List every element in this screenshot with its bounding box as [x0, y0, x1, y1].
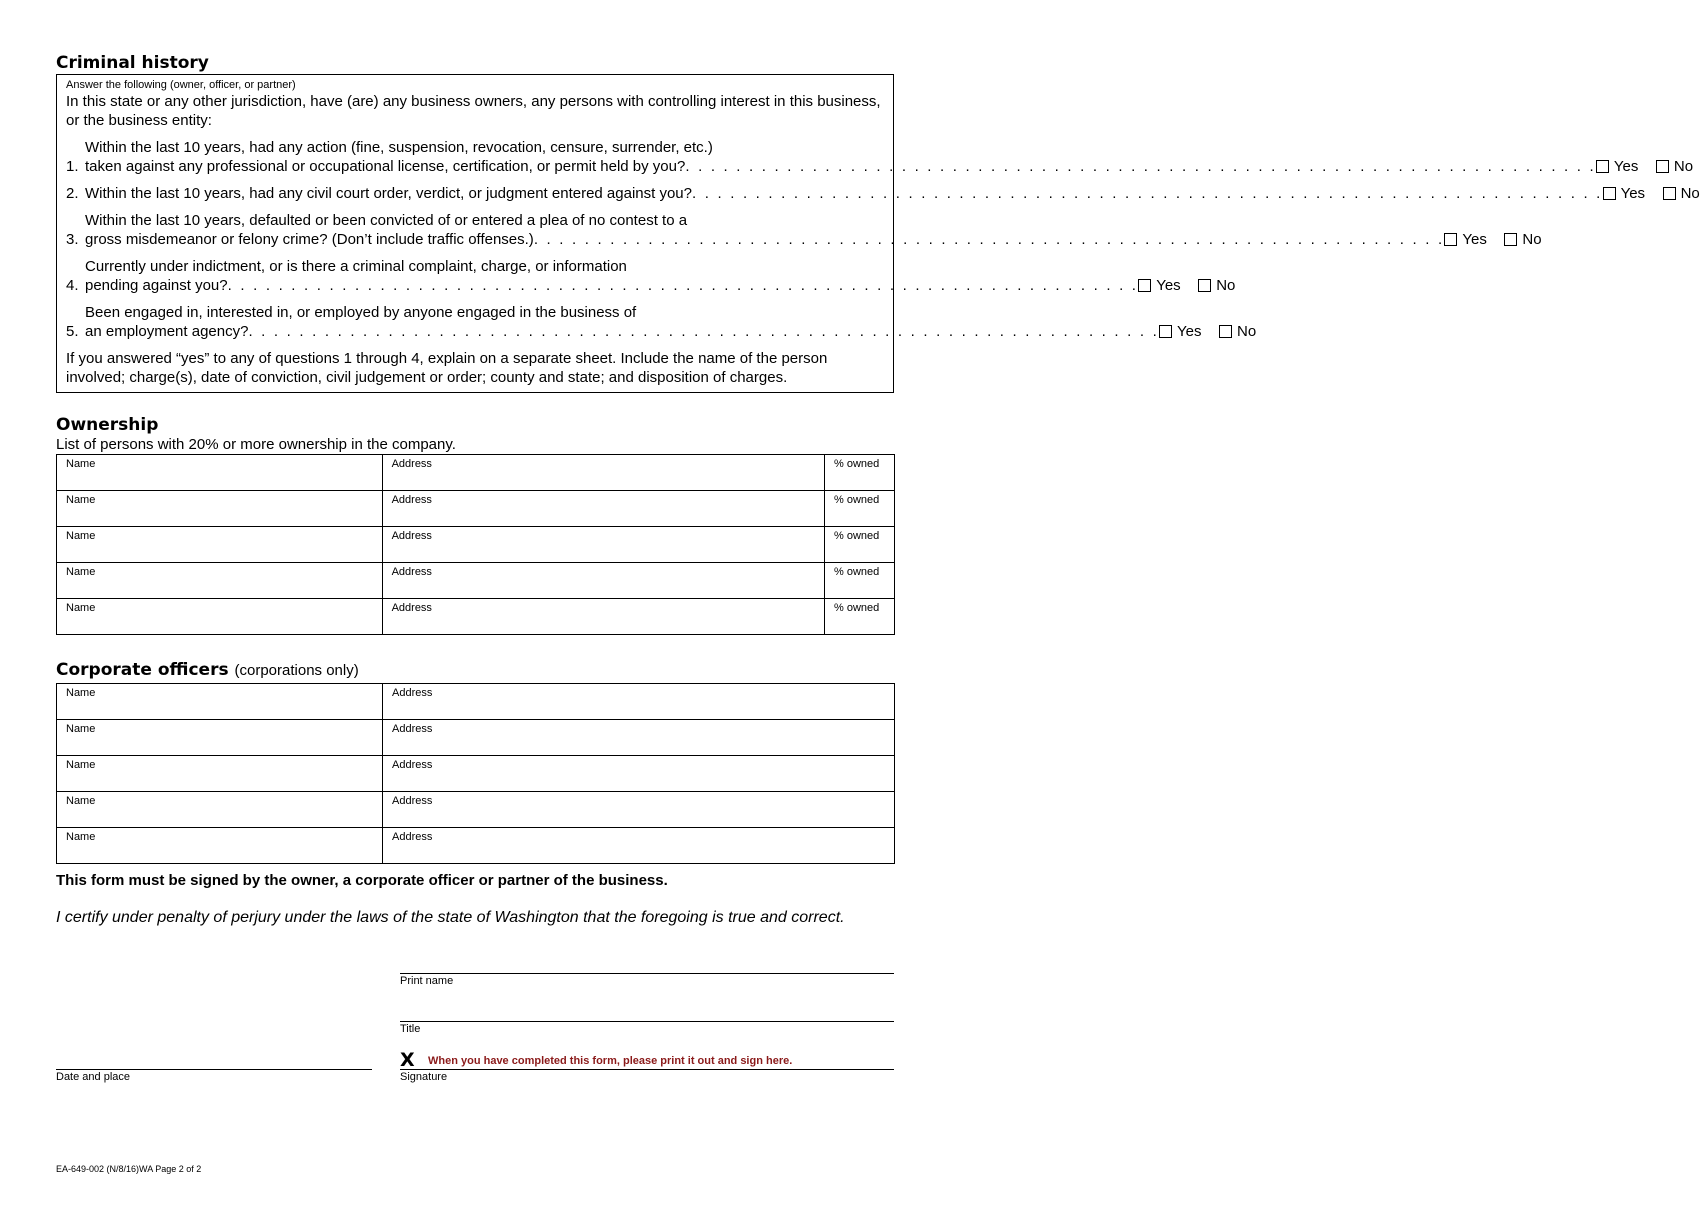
question-line2: Within the last 10 years, had any civil court order, verdict, or judgment entered against you?	[85, 185, 692, 202]
ownership-row	[57, 527, 895, 563]
percent-owned-label: % owned	[834, 458, 880, 470]
question-text	[85, 184, 1603, 203]
question-5	[66, 303, 1257, 341]
title-label: Title	[400, 1023, 421, 1035]
yes-option[interactable]	[1159, 322, 1219, 341]
footer-form-id: EA-649-002 (N/8/16)WA Page 2 of 2	[56, 1164, 202, 1174]
print-name-field[interactable]	[400, 973, 894, 987]
officer-address-cell[interactable]	[383, 684, 895, 720]
yes-label: Yes	[1613, 158, 1639, 175]
ownership-subtitle: List of persons with 20% or more ownership in the company.	[56, 436, 456, 453]
no-checkbox[interactable]	[1504, 233, 1517, 246]
percent-owned-label: % owned	[834, 566, 880, 578]
question-number: 2.	[66, 185, 79, 202]
name-label: Name	[66, 602, 96, 614]
signature-x-mark: X	[400, 1049, 415, 1071]
question-4	[66, 257, 1236, 295]
no-option[interactable]	[1663, 184, 1700, 203]
owner-percent-cell[interactable]	[825, 455, 895, 491]
question-line2: pending against you?	[85, 277, 228, 294]
address-label: Address	[392, 759, 433, 771]
no-option[interactable]	[1198, 276, 1235, 295]
yes-label: Yes	[1620, 185, 1646, 202]
question-number: 4.	[66, 277, 79, 294]
officer-name-cell[interactable]	[57, 828, 383, 864]
explain-note: If you answered “yes” to any of questions 1 through 4, explain on a separate sheet. Include the name of the person involved; charge(s), date of conviction, civil judgement or order; county and state; and disposition of charges.	[66, 350, 828, 386]
yes-no-group	[1596, 157, 1693, 176]
name-label: Name	[66, 795, 96, 807]
form-page	[56, 52, 1700, 927]
no-label: No	[1680, 185, 1700, 202]
officer-row	[57, 756, 895, 792]
question-line2: taken against any professional or occupational license, certification, or permit held by you?	[85, 158, 686, 175]
officer-address-cell[interactable]	[383, 756, 895, 792]
name-label: Name	[66, 831, 96, 843]
owner-address-cell[interactable]	[382, 491, 824, 527]
ownership-table	[56, 454, 895, 635]
officer-address-cell[interactable]	[383, 792, 895, 828]
no-option[interactable]	[1656, 157, 1693, 176]
owner-percent-cell[interactable]	[825, 491, 895, 527]
name-label: Name	[66, 530, 96, 542]
owner-address-cell[interactable]	[382, 599, 824, 635]
percent-owned-label: % owned	[834, 530, 880, 542]
officers-title-suffix: (corporations only)	[234, 662, 359, 679]
ownership-row	[57, 491, 895, 527]
title-field[interactable]	[400, 1021, 894, 1035]
yes-checkbox[interactable]	[1138, 279, 1151, 292]
question-line1: Within the last 10 years, defaulted or been convicted of or entered a plea of no contest to a	[85, 212, 688, 229]
criminal-intro: In this state or any other jurisdiction, have (are) any business owners, any persons with controlling interest in this business, or the business entity:	[66, 93, 881, 129]
owner-address-cell[interactable]	[382, 527, 824, 563]
question-text	[85, 303, 1159, 341]
owner-address-cell[interactable]	[382, 455, 824, 491]
address-label: Address	[392, 723, 433, 735]
no-checkbox[interactable]	[1198, 279, 1211, 292]
question-text	[85, 211, 1444, 249]
question-number: 1.	[66, 158, 79, 175]
name-label: Name	[66, 458, 96, 470]
question-line1: Currently under indictment, or is there a criminal complaint, charge, or information	[85, 258, 627, 275]
officer-address-cell[interactable]	[383, 720, 895, 756]
date-place-field[interactable]	[56, 1069, 372, 1083]
yes-no-group	[1138, 276, 1235, 295]
officer-row	[57, 720, 895, 756]
ownership-row	[57, 599, 895, 635]
yes-option[interactable]	[1444, 230, 1504, 249]
must-sign-note: This form must be signed by the owner, a corporate officer or partner of the business.	[56, 872, 668, 889]
officers-title-text: Corporate officers	[56, 660, 229, 680]
certify-statement: I certify under penalty of perjury under the laws of the state of Washington that the foregoing is true and correct.	[56, 909, 845, 926]
owner-name-cell[interactable]	[57, 491, 383, 527]
no-checkbox[interactable]	[1656, 160, 1669, 173]
question-line1: Within the last 10 years, had any action (fine, suspension, revocation, censure, surrender, etc.)	[85, 139, 713, 156]
address-label: Address	[392, 795, 433, 807]
owner-name-cell[interactable]	[57, 599, 383, 635]
signature-field[interactable]	[400, 1069, 894, 1083]
owner-percent-cell[interactable]	[825, 527, 895, 563]
yes-no-group	[1159, 322, 1256, 341]
yes-option[interactable]	[1138, 276, 1198, 295]
leader-dots: . . . . . . . . . . . . . . . . . . . . . . . . . . . . . . . . . . . . . . . . . . . . . . . . . . . . . . . . . . . . . . . . . . . . . . . .	[533, 231, 1445, 248]
criminal-history-title: Criminal history	[56, 53, 209, 73]
percent-owned-label: % owned	[834, 602, 880, 614]
leader-dots: . . . . . . . . . . . . . . . . . . . . . . . . . . . . . . . . . . . . . . . . . . . . . . . . . . . . . . . . . . . . . . . . . . . . . . . .	[248, 323, 1159, 340]
yes-option[interactable]	[1603, 184, 1663, 203]
owner-name-cell[interactable]	[57, 563, 383, 599]
owner-name-cell[interactable]	[57, 455, 383, 491]
yes-checkbox[interactable]	[1603, 187, 1616, 200]
yes-label: Yes	[1177, 323, 1202, 340]
no-option[interactable]	[1219, 322, 1256, 341]
yes-checkbox[interactable]	[1444, 233, 1457, 246]
officer-name-cell[interactable]	[57, 684, 383, 720]
name-label: Name	[66, 566, 96, 578]
owner-address-cell[interactable]	[382, 563, 824, 599]
yes-checkbox[interactable]	[1159, 325, 1172, 338]
question-list	[66, 138, 1700, 341]
name-label: Name	[66, 494, 96, 506]
signature-instruction: When you have completed this form, please print it out and sign here.	[428, 1055, 793, 1067]
question-number: 3.	[66, 231, 79, 248]
question-line2: gross misdemeanor or felony crime? (Don’t include traffic offenses.)	[85, 231, 534, 248]
question-3	[66, 211, 1542, 249]
address-label: Address	[391, 494, 432, 506]
officers-title	[56, 659, 894, 682]
criminal-history-box	[56, 74, 1700, 393]
no-checkbox[interactable]	[1219, 325, 1232, 338]
yes-no-group	[1444, 230, 1541, 249]
question-text	[85, 257, 1138, 295]
name-label: Name	[66, 723, 96, 735]
question-number: 5.	[66, 323, 79, 340]
date-place-label: Date and place	[56, 1071, 130, 1083]
percent-owned-label: % owned	[834, 494, 880, 506]
leader-dots: . . . . . . . . . . . . . . . . . . . . . . . . . . . . . . . . . . . . . . . . . . . . . . . . . . . . . . . . . . . . . . . . . . . . . . . .	[227, 277, 1139, 294]
yes-no-group	[1603, 184, 1700, 203]
address-label: Address	[391, 530, 432, 542]
no-label: No	[1673, 158, 1694, 175]
ownership-row	[57, 563, 895, 599]
address-label: Address	[391, 602, 432, 614]
owner-name-cell[interactable]	[57, 527, 383, 563]
no-label: No	[1522, 231, 1542, 248]
officers-table	[56, 683, 895, 864]
officer-row	[57, 684, 895, 720]
ownership-row	[57, 455, 895, 491]
yes-option[interactable]	[1596, 157, 1656, 176]
signature-label: Signature	[400, 1071, 448, 1083]
no-checkbox[interactable]	[1663, 187, 1676, 200]
question-2	[66, 184, 1700, 203]
address-label: Address	[392, 831, 433, 843]
owner-percent-cell[interactable]	[825, 563, 895, 599]
no-option[interactable]	[1504, 230, 1541, 249]
officer-name-cell[interactable]	[57, 720, 383, 756]
question-1	[66, 138, 1694, 176]
instruction-small: Answer the following (owner, officer, or partner)	[66, 79, 296, 91]
address-label: Address	[391, 566, 432, 578]
yes-label: Yes	[1462, 231, 1487, 248]
print-name-label: Print name	[400, 975, 454, 987]
officer-row	[57, 792, 895, 828]
owner-percent-cell[interactable]	[825, 599, 895, 635]
question-line1: Been engaged in, interested in, or employed by anyone engaged in the business of	[85, 304, 637, 321]
no-label: No	[1216, 277, 1236, 294]
yes-checkbox[interactable]	[1596, 160, 1609, 173]
question-text	[85, 138, 1596, 176]
officer-name-cell[interactable]	[57, 792, 383, 828]
name-label: Name	[66, 759, 96, 771]
no-label: No	[1237, 323, 1257, 340]
officer-row	[57, 828, 895, 864]
address-label: Address	[391, 458, 432, 470]
question-line2: an employment agency?	[85, 323, 249, 340]
leader-dots: . . . . . . . . . . . . . . . . . . . . . . . . . . . . . . . . . . . . . . . . . . . . . . . . . . . . . . . . . . . . . . . . . . . . . . . .	[692, 185, 1603, 202]
officer-address-cell[interactable]	[383, 828, 895, 864]
officer-name-cell[interactable]	[57, 756, 383, 792]
leader-dots: . . . . . . . . . . . . . . . . . . . . . . . . . . . . . . . . . . . . . . . . . . . . . . . . . . . . . . . . . . . . . . . . . . . . . . . .	[685, 158, 1596, 175]
name-label: Name	[66, 687, 96, 699]
address-label: Address	[392, 687, 433, 699]
yes-label: Yes	[1156, 277, 1181, 294]
ownership-title: Ownership	[56, 415, 159, 435]
